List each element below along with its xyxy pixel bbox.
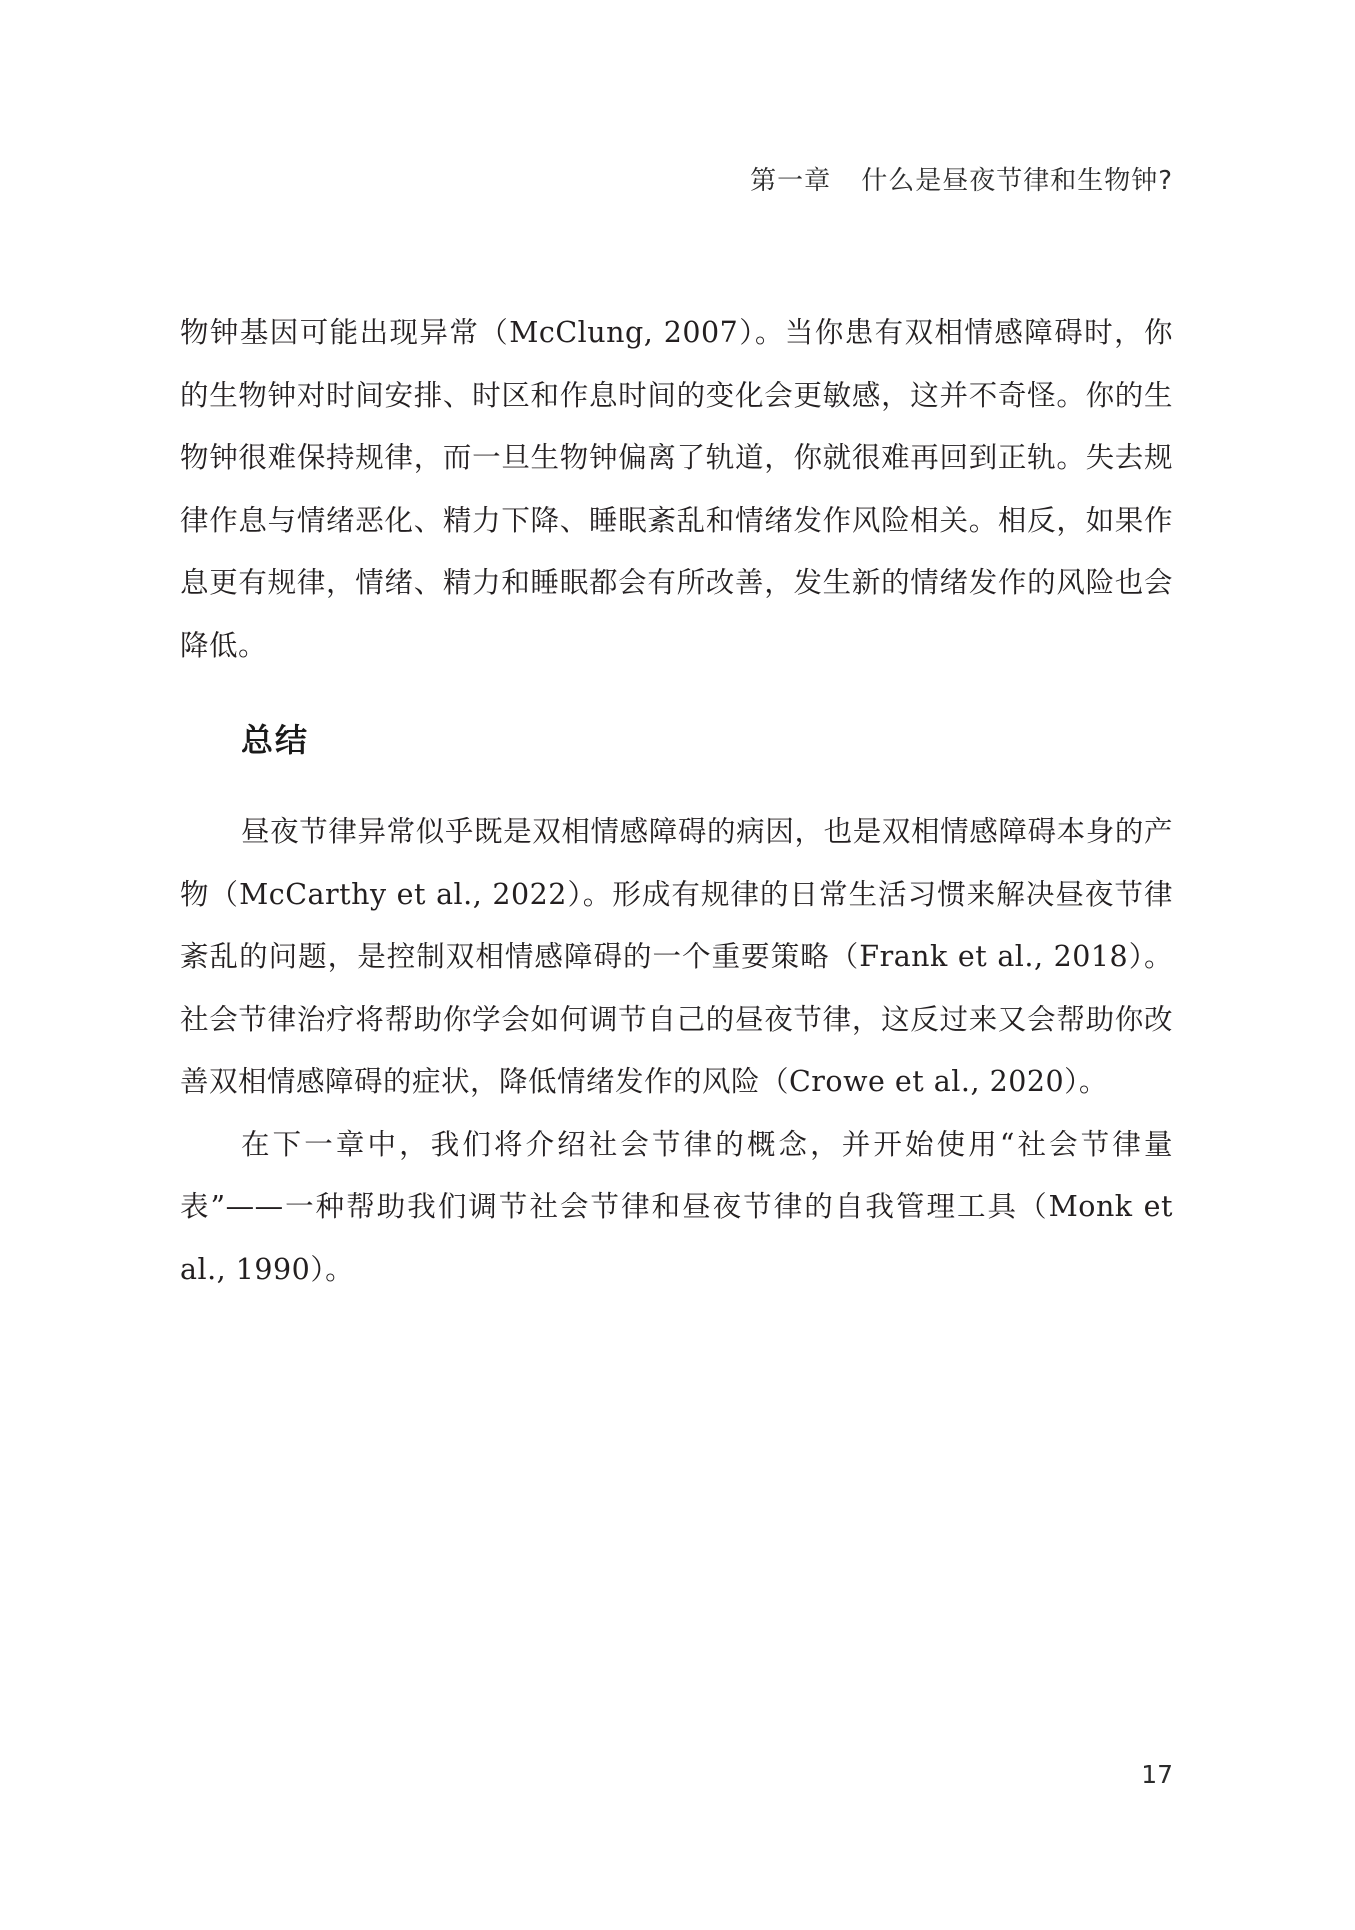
section-heading-summary: 总结 [241,721,310,759]
paragraph-continued: 物钟基因可能出现异常（McClung, 2007）。当你患有双相情感障碍时，你的生物钟对时间安排、时区和作息时间的变化会更敏感，这并不奇怪。你的生物钟很难保持规律，而一旦生物钟偏离了轨道，你就很难再回到正轨。失去规律作息与情绪恶化、精力下降、睡眠紊乱和情绪发作风险相关。相反，如果作息更有规律，情绪、精力和睡眠都会有所改善，发生新的情绪发作的风险也会降低。 [180,316,1173,662]
body-text [180,302,1173,1301]
paragraph-summary: 昼夜节律异常似乎既是双相情感障碍的病因，也是双相情感障碍本身的产物（McCarthy et al., 2022）。形成有规律的日常生活习惯来解决昼夜节律紊乱的问题，是控制双相情感障碍的一个重要策略（Frank et al., 2018）。社会节律治疗将帮助你学会如何调节自己的昼夜节律，这反过来又会帮助你改善双相情感障碍的症状，降低情绪发作的风险（Crowe et al., 2020）。 [180,815,1173,1098]
chapter-number: 第一章 [750,166,832,196]
paragraph-next-chapter: 在下一章中，我们将介绍社会节律的概念，并开始使用“社会节律量表”——一种帮助我们调节社会节律和昼夜节律的自我管理工具（Monk et al., 1990）。 [180,1127,1173,1286]
page-number: 17 [1141,1760,1173,1789]
chapter-title: 什么是昼夜节律和生物钟? [861,166,1173,196]
running-header [750,160,1173,197]
